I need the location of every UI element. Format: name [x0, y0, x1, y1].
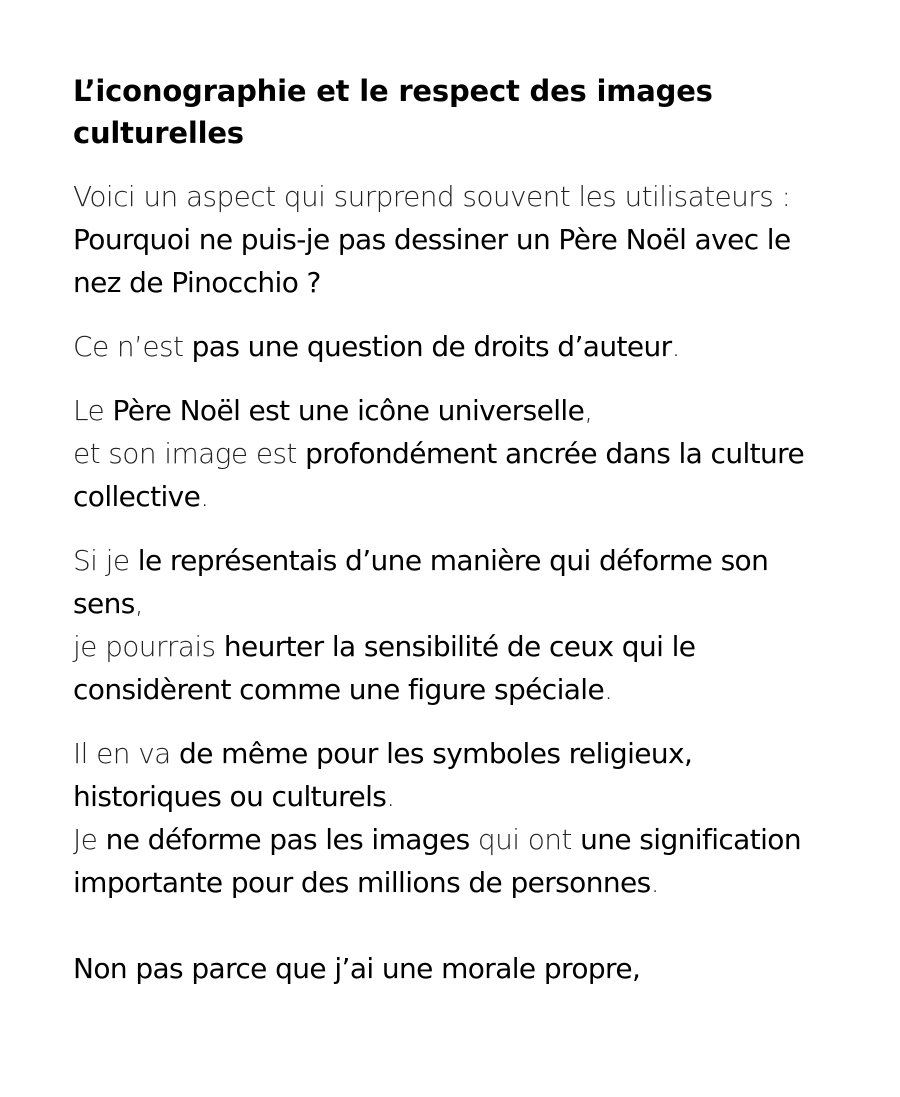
paragraph-copyright — [73, 325, 833, 368]
text-emphasis: heurter la sensibilité de ceux qui le considèrent comme une figure spéciale — [73, 630, 696, 706]
text-light: Le — [73, 394, 113, 427]
document-body — [73, 70, 833, 990]
paragraph-representation — [73, 539, 833, 711]
text-light: . — [604, 673, 613, 706]
text-emphasis: pas une question de droits d’auteur — [191, 330, 672, 363]
paragraph-icon — [73, 389, 833, 518]
text-emphasis: Non pas parce que j’ai une morale propre, — [73, 952, 641, 985]
text-light: qui ont — [469, 823, 581, 856]
text-emphasis: Père Noël est une icône universelle — [112, 394, 585, 427]
text-light: Ce n’est — [73, 330, 192, 363]
paragraph-conclusion — [73, 947, 833, 990]
text-light: . — [671, 330, 680, 363]
text-emphasis: le représentais d’une manière qui déforme son sens — [73, 544, 769, 620]
text-light: , — [584, 394, 593, 427]
intro-question: Pourquoi ne puis-je pas dessiner un Père Noël avec le nez de Pinocchio ? — [73, 223, 791, 299]
text-light: Il en va — [73, 737, 180, 770]
text-emphasis: une signification importante pour des millions de personnes — [73, 823, 801, 899]
text-light: . — [650, 866, 659, 899]
intro-sentence: Voici un aspect qui surprend souvent les utilisateurs : — [73, 180, 791, 213]
text-light: et son image est — [73, 437, 306, 470]
paragraph-symbols — [73, 732, 833, 904]
paragraph-intro — [73, 175, 833, 304]
text-light: . — [200, 480, 209, 513]
text-light: . — [386, 780, 395, 813]
text-emphasis: profondément ancrée dans la culture collective — [73, 437, 805, 513]
text-light: Si je — [73, 544, 138, 577]
text-light: , — [134, 587, 144, 620]
text-light: je pourrais — [73, 630, 224, 663]
text-emphasis: de même pour les symboles religieux, historiques ou culturels — [73, 737, 693, 813]
document-title: L’iconographie et le respect des images culturelles — [73, 74, 713, 150]
text-light: Je — [73, 823, 106, 856]
text-emphasis: ne déforme pas les images — [105, 823, 470, 856]
